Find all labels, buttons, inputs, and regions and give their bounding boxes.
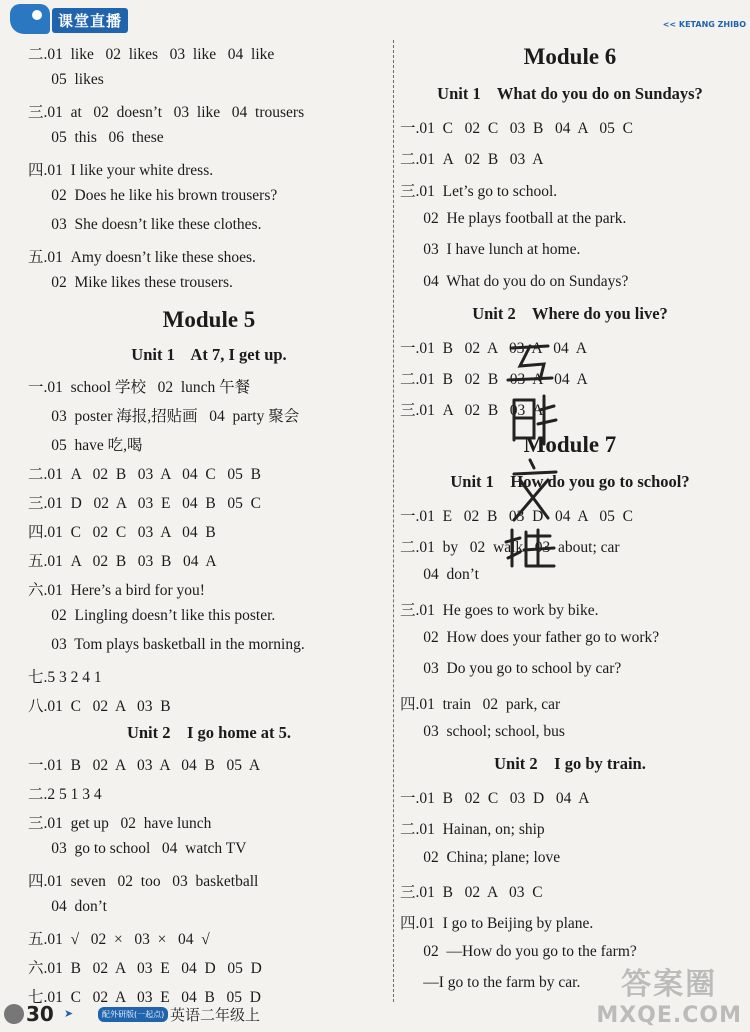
answer-row	[28, 433, 390, 455]
answer-row	[28, 549, 390, 571]
row-text: Unit 1 How do you go to school?	[450, 471, 690, 491]
answer-row	[400, 880, 740, 902]
edition-badge: 配外研版(一起点)	[98, 1007, 168, 1022]
answer-row	[28, 462, 390, 484]
row-text: 三.01 He goes to work by bike.	[400, 601, 599, 619]
row-text: Unit 2 I go home at 5.	[126, 723, 292, 742]
row-text: 05 likes	[28, 71, 104, 88]
answer-row	[400, 723, 740, 741]
answer-row	[400, 210, 740, 228]
row-text: 三.01 D 02 A 03 E 04 B 05 C	[28, 495, 261, 512]
row-text: 五.01 √ 02 × 03 × 04 √	[28, 931, 210, 948]
answer-row	[28, 216, 390, 234]
row-text: 04 What do you do on Sundays?	[400, 272, 629, 290]
answer-row	[28, 782, 390, 804]
row-text: 03 She doesn’t like these clothes.	[28, 216, 262, 233]
row-text: 四.01 train 02 park, car	[400, 695, 561, 713]
unit-heading	[400, 304, 740, 324]
row-text: 02 Mike likes these trousers.	[28, 274, 233, 291]
answer-row	[400, 147, 740, 169]
row-text: 二.01 A 02 B 03 A	[400, 151, 544, 169]
row-text: 三.01 Let’s go to school.	[400, 182, 558, 200]
answer-row	[28, 840, 390, 858]
answer-row	[28, 129, 390, 147]
answer-row	[400, 786, 740, 808]
row-text: 五.01 Amy doesn’t like these shoes.	[28, 249, 256, 266]
header-tag: << KETANG ZHIBO	[662, 20, 746, 29]
row-text: 四.01 seven 02 too 03 basketball	[28, 873, 259, 890]
watermark	[596, 959, 742, 1028]
module-heading	[400, 44, 740, 70]
answer-row	[28, 187, 390, 205]
row-text: 七.5 3 2 4 1	[28, 669, 102, 686]
row-text: Unit 2 Where do you live?	[472, 303, 668, 323]
page-number: 30	[26, 1002, 54, 1026]
answer-row	[400, 911, 740, 933]
unit-heading	[28, 345, 390, 365]
row-text: 03 school; school, bus	[400, 722, 565, 740]
answer-row	[28, 694, 390, 716]
answer-row	[400, 367, 740, 389]
answer-row	[28, 753, 390, 775]
answer-row	[28, 375, 390, 397]
row-text: 03 go to school 04 watch TV	[28, 840, 247, 857]
row-text: Unit 1 What do you do on Sundays?	[437, 84, 703, 103]
row-text: 六.01 Here’s a bird for you!	[28, 582, 205, 599]
row-text: 四.01 I like your white dress.	[28, 162, 214, 179]
answer-row	[400, 629, 740, 647]
answer-row	[400, 336, 740, 358]
answer-row	[400, 817, 740, 839]
row-text: 02 How does your father go to work?	[400, 628, 660, 646]
row-text: 02 He plays football at the park.	[400, 209, 627, 227]
row-text: Module 6	[523, 44, 617, 69]
row-text: 二.01 like 02 likes 03 like 04 like	[28, 46, 275, 63]
row-text: 六.01 B 02 A 03 E 04 D 05 D	[28, 960, 262, 977]
answer-row	[28, 245, 390, 267]
arrow-icon: ➤	[64, 1007, 74, 1020]
row-text: 二.01 by 02 walk 03 about; car	[400, 539, 620, 556]
row-text: 二.01 B 02 B 03 A 04 A	[400, 371, 588, 389]
answer-row	[28, 956, 390, 978]
row-text: 03 I have lunch at home.	[400, 241, 581, 259]
unit-heading	[28, 723, 390, 743]
row-text: 一.01 B 02 A 03 A 04 A	[400, 339, 587, 357]
unit-heading	[400, 472, 740, 492]
answer-row	[28, 898, 390, 916]
row-text: 一.01 E 02 B 03 D 04 A 05 C	[400, 507, 633, 525]
answer-row	[400, 943, 740, 961]
answer-row	[400, 598, 740, 620]
row-text: 二.01 A 02 B 03 A 04 C 05 B	[28, 466, 261, 483]
answer-row	[400, 116, 740, 138]
row-text: —I go to the farm by car.	[400, 973, 581, 991]
row-text: 02 Lingling doesn’t like this poster.	[28, 607, 276, 624]
row-text: 一.01 C 02 C 03 B 04 A 05 C	[400, 120, 633, 137]
row-text: 三.01 at 02 doesn’t 03 like 04 trousers	[28, 104, 305, 121]
answer-row	[28, 520, 390, 542]
row-text: 02 China; plane; love	[400, 848, 561, 866]
module-heading	[28, 307, 390, 333]
answer-row	[400, 535, 740, 557]
brand-logo	[6, 2, 166, 36]
brand-title: 课堂直播	[52, 8, 128, 33]
row-text: 七.01 C 02 A 03 E 04 B 05 D	[28, 989, 261, 1006]
column-divider	[393, 40, 394, 1002]
row-text: 八.01 C 02 A 03 B	[28, 698, 171, 715]
row-text: 二.2 5 1 3 4	[28, 786, 102, 803]
answer-row	[28, 274, 390, 292]
row-text: Unit 2 I go by train.	[494, 754, 646, 774]
row-text: 05 have 吃,喝	[28, 437, 143, 454]
book-title: 英语二年级上	[170, 1006, 261, 1024]
answer-row	[28, 665, 390, 687]
answer-row	[28, 71, 390, 89]
row-text: 三.01 A 02 B 03 A	[400, 402, 544, 420]
answer-row	[400, 692, 740, 714]
mascot-icon	[10, 4, 50, 34]
answer-row	[28, 42, 390, 64]
answer-row	[28, 636, 390, 654]
answer-row	[28, 100, 390, 122]
answer-row	[28, 811, 390, 833]
answer-row	[400, 179, 740, 201]
watermark-line1: 答案圈	[621, 967, 718, 1002]
row-text: Module 7	[523, 431, 617, 457]
row-text: Module 5	[162, 307, 256, 332]
answer-row	[28, 607, 390, 625]
answer-row	[400, 566, 740, 584]
row-text: 03 poster 海报,招贴画 04 party 聚会	[28, 408, 300, 425]
row-text: 三.01 B 02 A 03 C	[400, 884, 543, 901]
row-text: 一.01 B 02 A 03 A 04 B 05 A	[28, 757, 261, 774]
answer-row	[400, 504, 740, 526]
mascot-icon	[4, 1004, 24, 1024]
answer-row	[28, 869, 390, 891]
answer-row	[28, 158, 390, 180]
row-text: Unit 1 At 7, I get up.	[131, 345, 287, 364]
row-text: 04 don’t	[400, 566, 479, 584]
row-text: 二.01 Hainan, on; ship	[400, 821, 545, 839]
row-text: 04 don’t	[28, 898, 107, 915]
row-text: 03 Do you go to school by car?	[400, 660, 622, 678]
answer-row	[28, 404, 390, 426]
answer-row	[400, 660, 740, 678]
answer-row	[400, 273, 740, 291]
row-text: 一.01 B 02 C 03 D 04 A	[400, 790, 590, 808]
answer-row	[28, 927, 390, 949]
answer-row	[28, 578, 390, 600]
row-text: 一.01 school 学校 02 lunch 午餐	[28, 379, 251, 396]
row-text: 四.01 C 02 C 03 A 04 B	[28, 524, 216, 541]
row-text: 03 Tom plays basketball in the morning.	[28, 636, 305, 653]
row-text: 五.01 A 02 B 03 B 04 A	[28, 553, 217, 570]
row-text: 三.01 get up 02 have lunch	[28, 815, 212, 832]
unit-heading	[400, 84, 740, 104]
row-text: 02 Does he like his brown trousers?	[28, 187, 278, 204]
row-text: 四.01 I go to Beijing by plane.	[400, 915, 594, 933]
module-heading	[400, 432, 740, 458]
answer-row	[28, 491, 390, 513]
answer-row	[400, 241, 740, 259]
row-text: 02 —How do you go to the farm?	[400, 942, 637, 960]
answer-row	[400, 398, 740, 420]
page-header	[0, 0, 750, 38]
row-text: 05 this 06 these	[28, 129, 164, 146]
handwriting-stamp	[500, 340, 570, 570]
watermark-line2: MXQE.COM	[596, 1003, 742, 1028]
unit-heading	[400, 754, 740, 774]
answer-row	[400, 849, 740, 867]
